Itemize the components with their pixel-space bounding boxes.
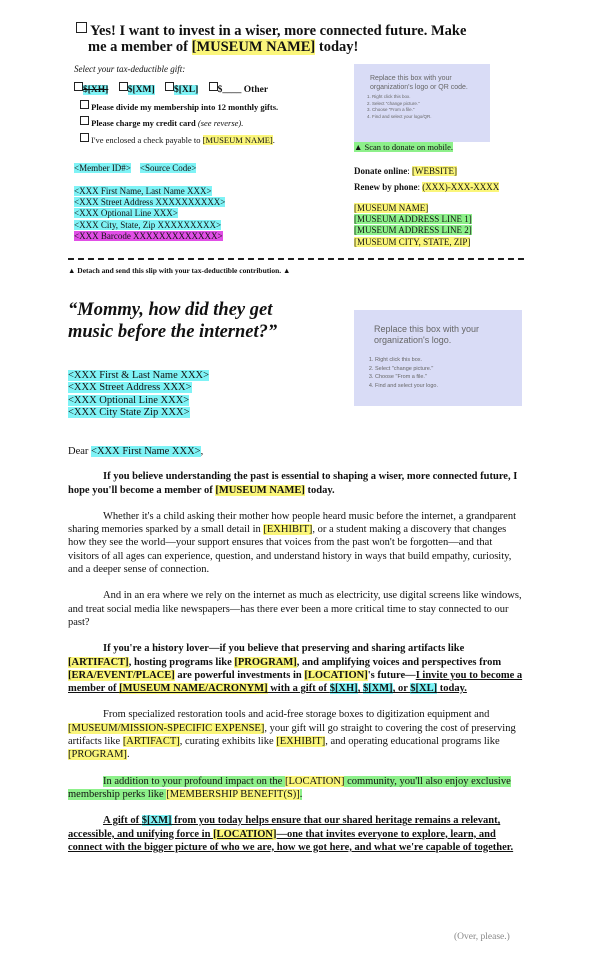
p7-text: A gift of [103, 815, 142, 827]
credit-card-note: (see reverse). [197, 118, 244, 128]
logo-step: 2. Select "change picture." [375, 365, 438, 374]
p4-gift-xh: $[XH] [329, 683, 358, 695]
logo-steps [358, 356, 438, 391]
gift-checkbox[interactable] [165, 82, 174, 91]
recipient-address-line: <XXX First & Last Name XXX> [68, 370, 210, 381]
qr-logo-step: 4. Find and select your logo/QR. [372, 114, 432, 121]
p4-program: [PROGRAM] [234, 656, 297, 668]
website-link[interactable]: [WEBSITE] [412, 166, 458, 176]
paragraph-2 [68, 510, 524, 576]
p1-text-end: today. [304, 484, 335, 496]
barcode-placeholder: <XXX Barcode XXXXXXXXXXXXX> [74, 230, 223, 241]
p5-program: [PROGRAM] [68, 749, 127, 761]
qr-logo-step: 3. Choose "From a file." [372, 107, 432, 114]
headline-line2-pre: me a member of [88, 39, 192, 55]
credit-card-option[interactable] [80, 116, 243, 128]
monthly-checkbox[interactable] [80, 100, 89, 109]
p4-text: If you're a history lover—if you believe that preserving and sharing artifacts like [103, 643, 465, 655]
headline-line1: Yes! I want to invest in a wiser, more connected future. Make [90, 23, 467, 39]
check-option[interactable] [80, 133, 275, 145]
p4-invite: I invite you to become a member of [68, 669, 523, 695]
gift-option-xh[interactable] [74, 85, 108, 95]
paragraph-1 [68, 470, 524, 497]
logo-step: 4. Find and select your logo. [375, 382, 438, 391]
donor-address-line: <XXX City, State, Zip XXXXXXXXX> [74, 219, 222, 230]
recipient-address-line: <XXX City State Zip XXX> [68, 406, 190, 418]
donor-address-line: <XXX First Name, Last Name XXX> [74, 186, 212, 196]
check-museum-name: [MUSEUM NAME] [202, 135, 273, 145]
p5-text: , and operating educational programs like [325, 736, 500, 748]
museum-address-block [354, 203, 472, 248]
p6-text: community, you'll also enjoy exclusive membership perks like [68, 775, 511, 800]
salutation-pre: Dear [68, 446, 92, 457]
donate-online-label: Donate online [354, 166, 408, 176]
headline-line2-post: today! [315, 39, 359, 55]
check-label: I've enclosed a check payable to [91, 135, 203, 145]
p4-location: [LOCATION] [304, 669, 368, 681]
p4-artifact: [ARTIFACT] [68, 656, 129, 668]
gift-option-other[interactable] [209, 85, 268, 95]
headline-checkbox[interactable] [76, 22, 87, 33]
p4-text: are powerful investments in [174, 669, 305, 681]
scan-to-donate: ▲ Scan to donate on mobile. [354, 142, 454, 152]
p6-benefit: [MEMBERSHIP BENEFIT(S)] [166, 788, 300, 800]
museum-address-line: [MUSEUM CITY, STATE, ZIP] [354, 236, 471, 247]
salutation-post: , [200, 446, 204, 457]
quote-line: “Mommy, how did they get [68, 300, 273, 320]
p5-text: , your gift will go straight to covering the cost of preserving artifacts like [68, 722, 516, 748]
p2-exhibit: [EXHIBIT] [263, 524, 313, 536]
credit-card-label: Please charge my credit card [91, 118, 198, 128]
p4-era: [ERA/EVENT/PLACE] [68, 669, 175, 681]
recipient-address-line: <XXX Optional Line XXX> [68, 394, 190, 406]
museum-address-line: [MUSEUM NAME] [354, 203, 429, 213]
logo-step: 3. Choose "From a file." [375, 373, 438, 382]
gift-prompt: Select your tax-deductible gift: [74, 64, 186, 74]
p4-gift-xm: $[XM] [362, 683, 393, 695]
monthly-label: Please divide my membership into 12 monthly gifts. [91, 102, 279, 112]
p5-expense: [MUSEUM/MISSION-SPECIFIC EXPENSE] [68, 722, 265, 734]
donor-address-block [74, 186, 225, 242]
gift-option-label: $[XL] [173, 85, 199, 95]
quote-line: music before the internet?” [68, 322, 278, 342]
check-period: . [272, 135, 275, 145]
logo-placeholder[interactable] [354, 310, 522, 406]
donor-address-line: <XXX Street Address XXXXXXXXXX> [74, 197, 226, 208]
paragraph-6 [68, 775, 524, 802]
logo-title: Replace this box with your organization's logo. [374, 324, 480, 345]
p6-text-end: . [299, 788, 303, 800]
p4-text: 's future— [367, 669, 416, 681]
member-ids [74, 163, 196, 173]
p1-text: If you believe understanding the past is essential to shaping a wiser, more connected future, I hope you'll become a member of [68, 471, 518, 496]
detach-line [68, 258, 524, 260]
paragraph-7 [68, 814, 524, 854]
paragraph-4 [68, 642, 524, 695]
credit-card-checkbox[interactable] [80, 116, 89, 125]
over-please-note: (Over, please.) [454, 932, 510, 942]
p4-sep: , [357, 683, 363, 695]
letter-body [68, 445, 524, 867]
recipient-address-line: <XXX Street Address XXX> [68, 382, 192, 394]
gift-amount-options [74, 82, 276, 95]
gift-option-label: $____ Other [217, 85, 269, 95]
p5-text: , curating exhibits like [179, 736, 277, 748]
qr-logo-title: Replace this box with your organization's logo or QR code. [370, 75, 468, 91]
paragraph-3: And in an era where we rely on the internet as much as electricity, use digital screens like windows, and treat social media like newspapers—has there ever been a more critical time to stay connected to our past? [68, 590, 522, 628]
source-code: <Source Code> [139, 163, 197, 173]
donate-info: Donate online: [WEBSITE] Renew by phone: (XXX)-XXX-XXXX [354, 166, 500, 192]
qr-logo-step: 1. Right click this box. [372, 94, 432, 101]
letter-headline-quote [68, 299, 328, 343]
p4-sep: , or [392, 683, 411, 695]
p4-acronym: [MUSEUM NAME/ACRONYM] [119, 683, 268, 695]
p4-text: with a gift of [267, 683, 330, 695]
renew-phone-number: (XXX)-XXX-XXXX [422, 182, 500, 192]
p4-text: , and amplifying voices and perspectives from [296, 656, 502, 668]
p5-text-end: . [126, 749, 130, 761]
gift-option-xm[interactable] [119, 85, 155, 95]
p5-text: From specialized restoration tools and acid-free storage boxes to digitization equipment and [103, 709, 490, 721]
check-checkbox[interactable] [80, 133, 89, 142]
renew-phone-label: Renew by phone [354, 182, 418, 192]
gift-option-xl[interactable] [165, 85, 198, 95]
gift-checkbox[interactable] [209, 82, 218, 91]
p6-location: [LOCATION] [284, 775, 345, 787]
p4-text: , hosting programs like [128, 656, 235, 668]
p4-text-end: today. [437, 683, 467, 695]
museum-address-line: [MUSEUM ADDRESS LINE 1] [354, 214, 472, 225]
p4-gift-xl: $[XL] [410, 683, 438, 695]
qr-logo-placeholder[interactable] [354, 64, 490, 142]
p7-text-end: —one that invites everyone to explore, learn, and connect with the bigger picture of who we are, how we got here, and what we're capable of together. [68, 828, 514, 853]
detach-instruction: ▲ Detach and send this slip with your tax-deductible contribution. ▲ [68, 266, 291, 275]
gift-checkbox[interactable] [74, 82, 83, 91]
gift-option-label: $[XM] [127, 85, 155, 95]
p5-artifact: [ARTIFACT] [122, 736, 180, 748]
salutation-name: <XXX First Name XXX> [91, 446, 201, 457]
qr-logo-steps [356, 94, 432, 120]
donor-address-line: <XXX Optional Line XXX> [74, 208, 178, 219]
slip-headline [76, 22, 476, 55]
p5-exhibit: [EXHIBIT] [276, 736, 326, 748]
monthly-option[interactable] [80, 100, 278, 112]
museum-address-line: [MUSEUM ADDRESS LINE 2] [354, 225, 472, 236]
p7-gift-xm: $[XM] [141, 815, 172, 827]
p7-text: from you today helps ensure that our shared heritage remains a relevant, accessible, and unifying force in [68, 815, 501, 840]
p2-text: Whether it's a child asking their mother how people heard music before the internet, a grandparent sharing memories sparked by a small detail in [68, 510, 516, 536]
gift-option-label: $[XH] [83, 85, 109, 95]
recipient-address-block [68, 370, 209, 419]
qr-logo-step: 2. Select "change picture." [372, 101, 432, 108]
salutation [68, 445, 524, 458]
paragraph-5 [68, 708, 524, 761]
member-id: <Member ID#> [74, 163, 131, 173]
logo-step: 1. Right click this box. [375, 356, 438, 365]
p2-text-end: , or a student making a discovery that changes how they see the world—your support ensures that voices from the past won't be forgotten—and that visitors of all ages can experience, question, and understand history in ways that build empathy, curiosity, and a deeper sense of connection. [68, 524, 512, 576]
p7-location: [LOCATION] [213, 828, 277, 840]
p6-text: In addition to your profound impact on the [103, 775, 285, 787]
headline-museum-name: [MUSEUM NAME] [191, 39, 316, 55]
p1-museum-name: [MUSEUM NAME] [215, 484, 305, 496]
gift-checkbox[interactable] [119, 82, 128, 91]
